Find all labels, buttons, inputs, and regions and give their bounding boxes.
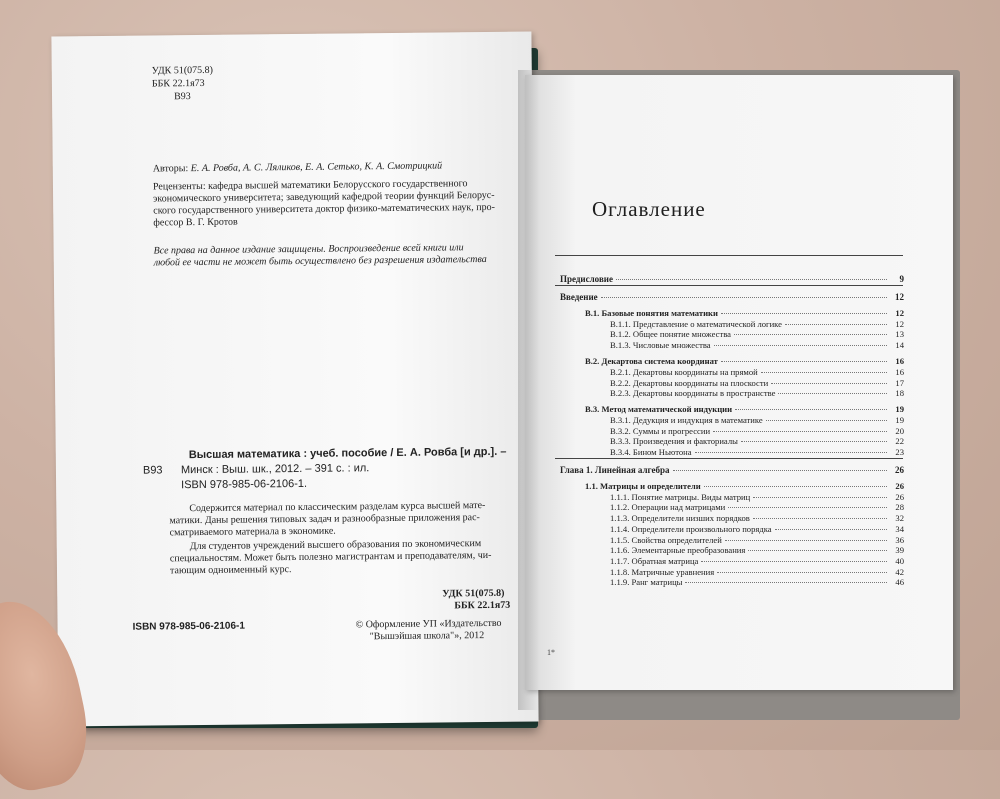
rights-text-1: любой ее части не может быть осуществлено без разрешения издательства xyxy=(153,253,487,269)
left-page xyxy=(51,32,538,727)
isbn-bottom: ISBN 978-985-06-2106-1 xyxy=(132,620,245,633)
toc-page-number: 32 xyxy=(895,513,904,524)
toc-label: 1.1.8. Матричные уравнения xyxy=(610,566,715,577)
toc-row xyxy=(585,356,904,366)
toc-label: Глава 1. Линейная алгебра xyxy=(560,465,670,475)
toc-label: В.2.1. Декартовы координаты на прямой xyxy=(610,366,758,377)
toc-leader-dots xyxy=(714,345,887,346)
toc-page-number: 16 xyxy=(895,356,904,367)
toc-row xyxy=(610,340,904,350)
authors-label: Авторы: xyxy=(152,163,189,175)
toc-row xyxy=(610,524,904,534)
toc-leader-dots xyxy=(601,297,887,298)
toc-page-number: 14 xyxy=(895,340,904,351)
copyright-line-1: © Оформление УП «Издательство xyxy=(355,617,502,631)
toc-label: 1.1.3. Определители низших порядков xyxy=(610,513,750,524)
udk-code: УДК 51(075.8) xyxy=(151,64,214,77)
toc-row xyxy=(610,492,904,502)
catalog-title: Высшая математика : учеб. пособие / Е. А. Ровба [и др.]. – xyxy=(188,445,507,462)
toc-row xyxy=(610,329,904,339)
toc-row xyxy=(610,567,904,577)
abstract-line-0: Содержится материал по классическим разделам курса высшей мате- xyxy=(189,500,486,515)
toc-section-rule xyxy=(555,458,903,459)
toc-page-number: 20 xyxy=(895,425,904,436)
toc-leader-dots xyxy=(748,550,887,551)
toc-title: Оглавление xyxy=(592,197,706,221)
toc-leader-dots xyxy=(785,324,887,325)
toc-row xyxy=(560,292,904,302)
catalog-isbn: ISBN 978-985-06-2106-1. xyxy=(181,477,308,492)
toc-label: В.3.2. Суммы и прогрессии xyxy=(610,425,711,436)
toc-row xyxy=(610,513,904,523)
toc-leader-dots xyxy=(728,507,887,508)
toc-label: В.1. Базовые понятия математики xyxy=(585,308,718,318)
toc-page-number: 26 xyxy=(895,491,904,502)
catalog-publisher: Минск : Выш. шк., 2012. – 391 с. : ил. xyxy=(180,462,370,477)
toc-page-number: 19 xyxy=(895,404,904,415)
toc-leader-dots xyxy=(761,372,887,373)
author-code: В93 xyxy=(173,91,191,103)
toc-leader-dots xyxy=(721,313,887,314)
toc-label: В.1.1. Представление о математической логике xyxy=(610,318,782,329)
toc-row xyxy=(560,465,904,475)
toc-label: В.2. Декартова система координат xyxy=(585,356,718,367)
toc-page-number: 23 xyxy=(895,447,904,457)
toc-section-rule xyxy=(555,285,903,286)
toc-page-number: 34 xyxy=(895,523,904,534)
toc-label: 1.1.5. Свойства определителей xyxy=(610,534,722,545)
toc-leader-dots xyxy=(695,452,887,453)
udk-bottom: УДК 51(075.8) xyxy=(442,587,505,600)
book-gutter xyxy=(518,70,540,710)
toc-leader-dots xyxy=(725,540,887,541)
toc-top-rule xyxy=(555,255,903,256)
toc-page-number: 12 xyxy=(895,318,904,329)
toc-label: 1.1.4. Определители произвольного порядка xyxy=(610,523,772,534)
toc-row xyxy=(610,535,904,545)
toc-leader-dots xyxy=(616,279,887,280)
toc-row xyxy=(610,545,904,555)
page-signature: 1* xyxy=(547,648,555,657)
toc-row xyxy=(610,415,904,425)
toc-page-number: 12 xyxy=(895,292,904,302)
toc-row xyxy=(610,436,904,446)
toc-label: В.2.3. Декартовы координаты в пространстве xyxy=(610,388,776,399)
bbk-code: ББК 22.1я73 xyxy=(151,77,205,90)
toc-leader-dots xyxy=(704,486,887,487)
reviewers-label: Рецензенты: xyxy=(152,180,206,193)
toc-row xyxy=(610,378,904,388)
toc-leader-dots xyxy=(766,420,887,421)
toc-leader-dots xyxy=(771,383,887,384)
toc-leader-dots xyxy=(685,582,887,583)
toc-page-number: 36 xyxy=(895,534,904,545)
abstract-line-2: сматриваемого материала в экономике. xyxy=(169,525,336,539)
toc-page-number: 9 xyxy=(899,274,904,284)
reviewers-text-3: фессор В. Г. Кротов xyxy=(153,216,238,229)
toc-row xyxy=(610,577,904,587)
toc-row xyxy=(610,426,904,436)
toc-page-number: 22 xyxy=(895,436,904,447)
toc-row xyxy=(610,388,904,398)
catalog-code: В93 xyxy=(142,464,163,477)
toc-row xyxy=(610,556,904,566)
toc-label: В.1.3. Числовые множества xyxy=(610,340,711,351)
toc-label: В.2.2. Декартовы координаты на плоскости xyxy=(610,377,769,388)
toc-label: Введение xyxy=(560,292,598,302)
toc-row xyxy=(610,319,904,329)
reviewers-text-1: экономического университета; заведующий кафедрой теории функций Белорус- xyxy=(153,189,495,205)
toc-page-number: 26 xyxy=(895,481,904,491)
toc-label: 1.1.7. Обратная матрица xyxy=(610,555,699,566)
toc-leader-dots xyxy=(775,529,887,530)
toc-page-number: 13 xyxy=(895,329,904,340)
toc-label: В.1.2. Общее понятие множества xyxy=(610,329,731,340)
toc-label: 1.1.2. Операции над матрицами xyxy=(610,502,726,513)
authors-line xyxy=(153,160,442,174)
toc-label: В.3.1. Дедукция и индукция в математике xyxy=(610,414,763,425)
toc-leader-dots xyxy=(673,470,887,471)
toc-row xyxy=(610,447,904,457)
toc-page-number: 26 xyxy=(895,465,904,475)
toc-leader-dots xyxy=(753,518,887,519)
toc-page-number: 17 xyxy=(895,377,904,388)
abstract-line-4: специальностям. Может быть полезно магистрантам и преподавателям, чи- xyxy=(169,549,492,565)
toc-page-number: 16 xyxy=(895,366,904,377)
toc-page-number: 42 xyxy=(895,566,904,577)
toc-label: Предисловие xyxy=(560,274,613,284)
toc-page-number: 12 xyxy=(895,308,904,318)
authors-names: Е. А. Ровба, А. С. Ляликов, Е. А. Сетько, К. А. Смотрицкий xyxy=(190,160,443,175)
toc-label: В.3.4. Бином Ньютона xyxy=(610,447,692,457)
toc-leader-dots xyxy=(717,572,887,573)
toc-leader-dots xyxy=(701,561,887,562)
abstract-line-3: Для студентов учреждений высшего образования по экономическим xyxy=(189,538,482,553)
toc-leader-dots xyxy=(778,393,887,394)
toc-label: 1.1.6. Элементарные преобразования xyxy=(610,545,746,556)
bbk-bottom: ББК 22.1я73 xyxy=(454,599,511,612)
toc-leader-dots xyxy=(734,334,887,335)
toc-page-number: 18 xyxy=(895,388,904,399)
toc-label: 1.1. Матрицы и определители xyxy=(585,481,701,491)
abstract-line-1: матики. Даны решения типовых задач и разнообразные приложения рас- xyxy=(169,512,480,527)
reviewers-text-0: кафедра высшей математики Белорусского государственного xyxy=(208,178,468,192)
toc-row xyxy=(585,481,904,491)
toc-page-number: 28 xyxy=(895,502,904,513)
rights-text-0: Все права на данное издание защищены. Воспроизведение всей книги или xyxy=(153,242,464,257)
toc-leader-dots xyxy=(741,441,887,442)
toc-label: В.3. Метод математической индукции xyxy=(585,404,733,415)
toc-page-number: 46 xyxy=(895,577,904,588)
reviewers-text-2: ского государственного университета доктор физико-математических наук, про- xyxy=(153,201,495,217)
toc-row xyxy=(560,274,904,284)
toc-label: 1.1.1. Понятие матрицы. Виды матриц xyxy=(610,491,751,502)
toc-leader-dots xyxy=(721,361,887,362)
toc-leader-dots xyxy=(713,431,887,432)
toc-leader-dots xyxy=(735,409,887,410)
toc-label: В.3.3. Произведения и факториалы xyxy=(610,436,738,447)
toc-row xyxy=(585,308,904,318)
toc-page-number: 40 xyxy=(895,555,904,566)
toc-label: 1.1.9. Ранг матрицы xyxy=(610,577,683,588)
toc-page-number: 39 xyxy=(895,545,904,556)
toc-row xyxy=(610,367,904,377)
toc-row xyxy=(610,502,904,512)
copyright-line-2: "Вышэйшая школа"», 2012 xyxy=(369,630,485,643)
toc-leader-dots xyxy=(753,497,887,498)
toc-row xyxy=(585,404,904,414)
toc-page-number: 19 xyxy=(895,414,904,425)
abstract-line-5: тающим одноименный курс. xyxy=(169,564,292,577)
